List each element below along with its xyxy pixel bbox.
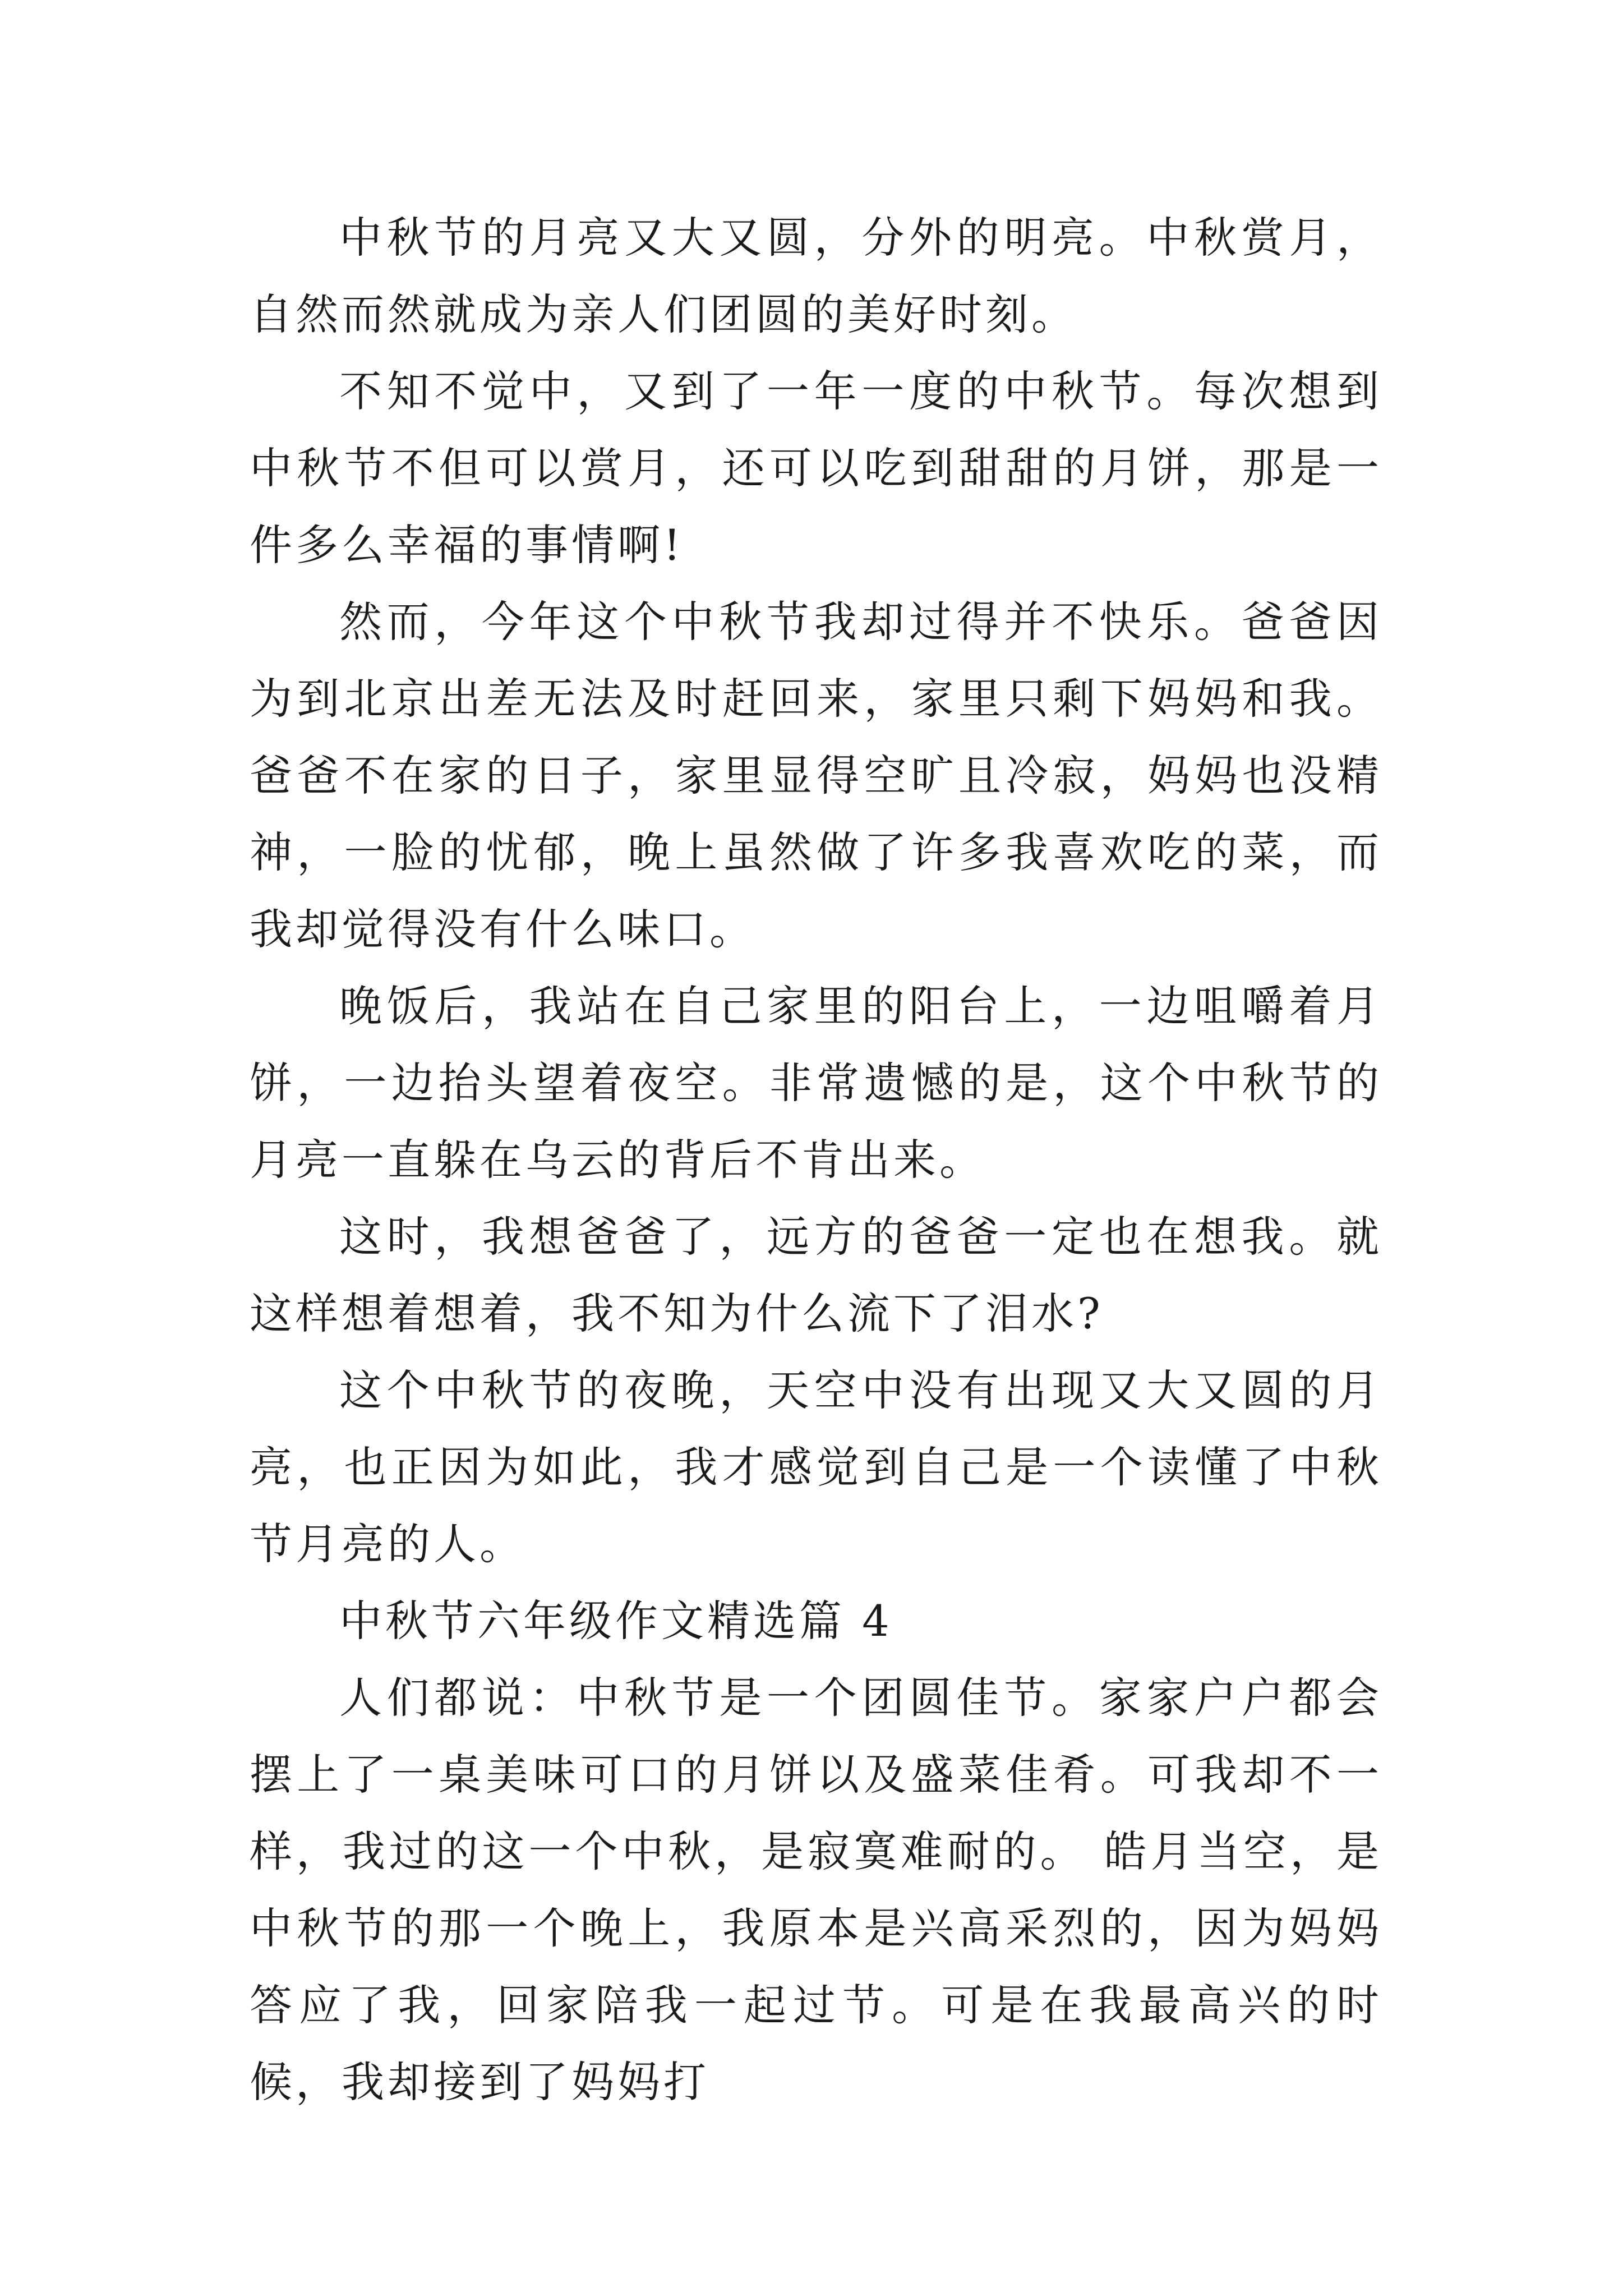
paragraph-6: 这个中秋节的夜晚，天空中没有出现又大又圆的月亮，也正因为如此，我才感觉到自己是一个读懂了中秋节月亮的人。 — [250, 1365, 1382, 1569]
paragraph-3: 然而，今年这个中秋节我却过得并不快乐。爸爸因为到北京出差无法及时赶回来，家里只剩下妈妈和我。爸爸不在家的日子，家里显得空旷且冷寂，妈妈也没精神，一脸的忧郁，晚上虽然做了许多我喜欢吃的菜，而我却觉得没有什么味口。 — [250, 597, 1382, 954]
paragraph-2: 不知不觉中，又到了一年一度的中秋节。每次想到中秋节不但可以赏月，还可以吃到甜甜的月饼，那是一件多么幸福的事情啊! — [250, 366, 1382, 570]
section-paragraph: 人们都说：中秋节是一个团圆佳节。家家户户都会摆上了一桌美味可口的月饼以及盛菜佳肴。可我却不一样，我过的这一个中秋，是寂寞难耐的。 皓月当空，是中秋节的那一个晚上，我原本是兴高采烈的，因为妈妈答应了我，回家陪我一起过节。可是在我最高兴的时候，我却接到了妈妈打 — [250, 1673, 1382, 2107]
paragraph-1: 中秋节的月亮又大又圆，分外的明亮。中秋赏月，自然而然就成为亲人们团圆的美好时刻。 — [250, 213, 1382, 339]
document-body — [250, 199, 1382, 2120]
section-heading: 中秋节六年级作文精选篇 4 — [339, 1596, 893, 1646]
paragraph-5: 这时，我想爸爸了，远方的爸爸一定也在想我。就这样想着想着，我不知为什么流下了泪水? — [250, 1212, 1382, 1338]
paragraph-4: 晚饭后，我站在自己家里的阳台上，一边咀嚼着月饼，一边抬头望着夜空。非常遗憾的是，这个中秋节的月亮一直躲在乌云的背后不肯出来。 — [250, 981, 1382, 1185]
